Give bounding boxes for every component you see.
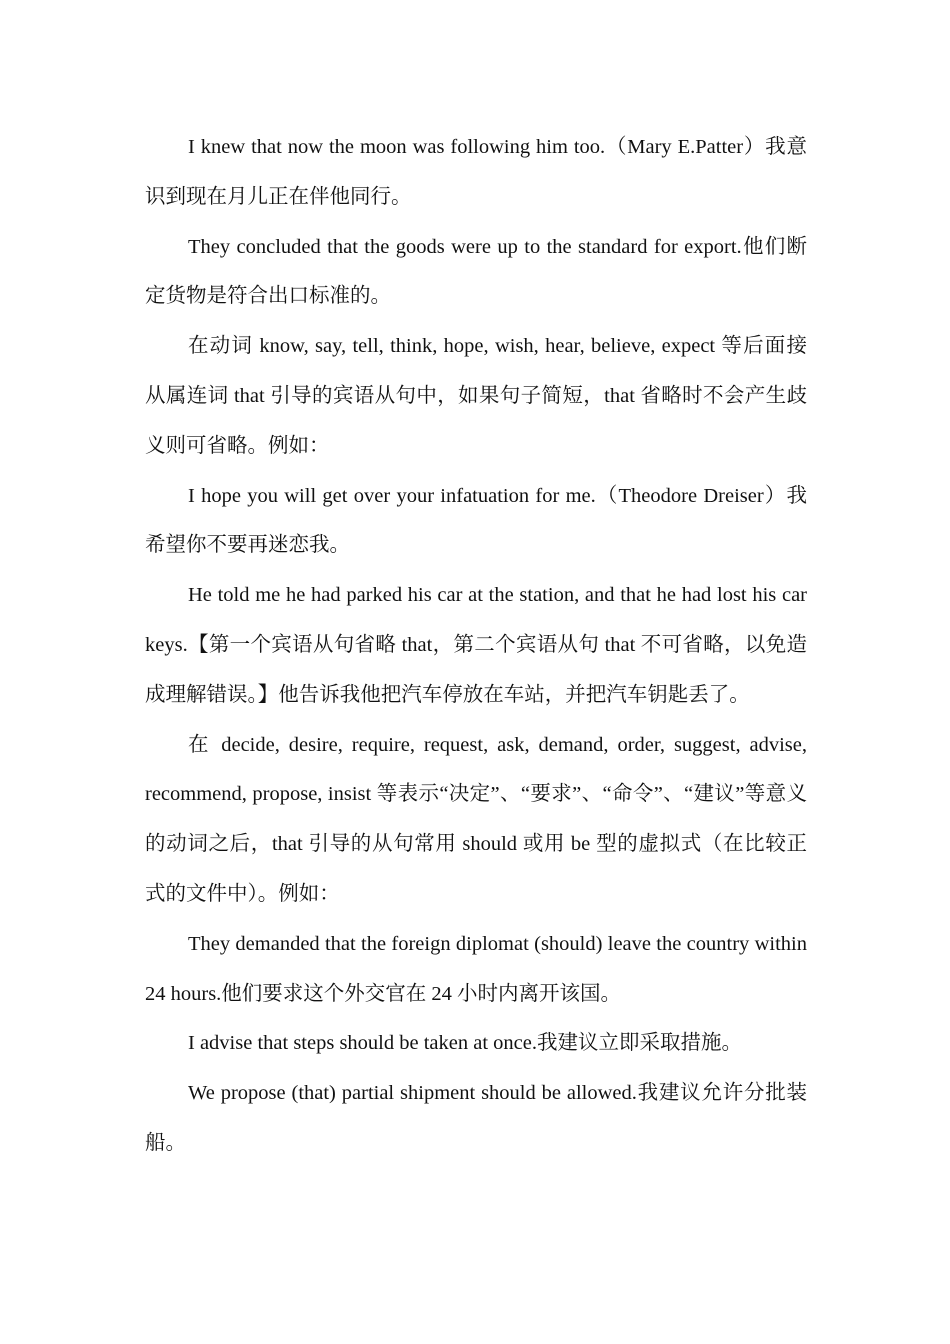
paragraph-moon-example: I knew that now the moon was following him too.（Mary E.Patter）我意识到现在月儿正在伴他同行。 xyxy=(145,136,807,208)
paragraph-advise-example: I advise that steps should be taken at once.我建议立即采取措施。 xyxy=(188,1032,742,1055)
paragraph-car-keys-example: He told me he had parked his car at the station, and that he had lost his car keys.【第一个宾语从句省略 that，第二个宾语从句 that 不可省略，以免造成理解错误。】他告诉我他把汽车停放在车站，并把汽车钥匙丢了。 xyxy=(145,584,807,706)
document-body xyxy=(145,123,807,1169)
paragraph-export-example: They concluded that the goods were up to the standard for export.他们断定货物是符合出口标准的。 xyxy=(145,235,807,308)
paragraph-that-omission-rule: 在动词 know, say, tell, think, hope, wish, hear, believe, expect 等后面接从属连词 that 引导的宾语从句中，如果句子简短，that 省略时不会产生歧义则可省略。例如： xyxy=(145,335,807,457)
paragraph-diplomat-example: They demanded that the foreign diplomat (should) leave the country within 24 hours.他们要求这个外交官在 24 小时内离开该国。 xyxy=(145,932,807,1005)
paragraph-subjunctive-rule: 在 decide, desire, require, request, ask, demand, order, suggest, advise, recommend, propose, insist 等表示“决定”、“要求”、“命令”、“建议”等意义的动词之后，that 引导的从句常用 should 或用 be 型的虚拟式（在比较正式的文件中）。例如： xyxy=(145,733,807,905)
paragraph-infatuation-example: I hope you will get over your infatuation for me.（Theodore Dreiser）我希望你不要再迷恋我。 xyxy=(145,484,807,557)
paragraph-shipment-example: We propose (that) partial shipment should be allowed.我建议允许分批装船。 xyxy=(145,1082,807,1154)
